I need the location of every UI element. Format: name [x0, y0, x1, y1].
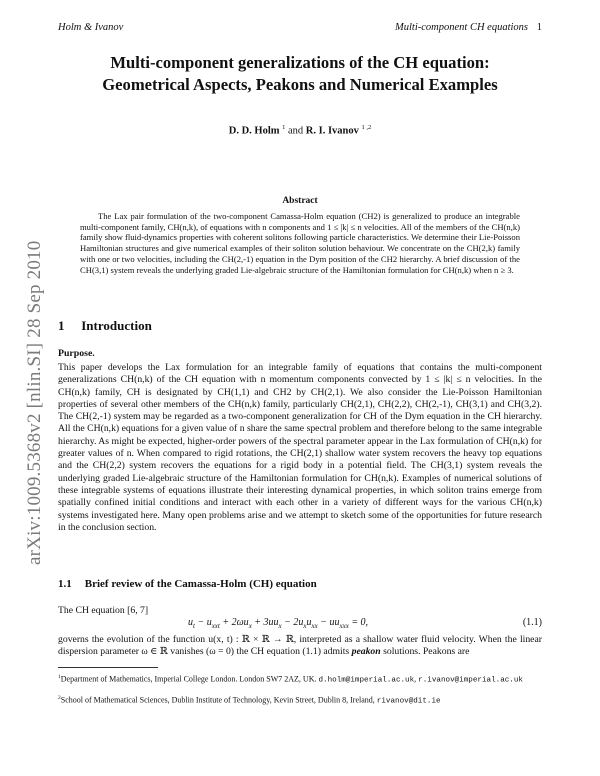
- ch-description-tail: solutions. Peakons are: [380, 646, 470, 658]
- footnote-2-mark: 2: [58, 695, 61, 701]
- section-title: Introduction: [81, 318, 152, 333]
- header-authors: Holm & Ivanov: [58, 22, 124, 33]
- author-list: [58, 124, 542, 137]
- purpose-label: Purpose.: [58, 348, 95, 359]
- subsection-number: 1.1: [58, 578, 72, 590]
- footnote-rule: [58, 667, 158, 668]
- subsection-title: Brief review of the Camassa-Holm (CH) equation: [84, 578, 317, 590]
- footnote-2: [58, 693, 542, 707]
- header-short-title: Multi-component CH equations: [395, 22, 528, 33]
- section-number: 1: [58, 318, 65, 333]
- peakon-term: peakon: [351, 646, 381, 658]
- author-1-affiliation: 1: [282, 124, 286, 131]
- page-number: 1: [536, 22, 542, 33]
- title-line-1: Multi-component generalizations of the CH equation:: [110, 53, 490, 72]
- subsection-heading: [58, 578, 317, 590]
- section-heading: [58, 318, 152, 334]
- paper-title: [58, 52, 542, 96]
- ch-equation-intro: The CH equation [6, 7]: [58, 605, 149, 616]
- email-holm[interactable]: d.holm@imperial.ac.uk: [318, 676, 415, 685]
- author-1: D. D. Holm: [228, 125, 280, 137]
- equation-number: (1.1): [522, 617, 542, 628]
- arxiv-side-stamp: arXiv:1009.5368v2 [nlin.SI] 28 Sep 2010: [24, 240, 45, 565]
- footnote-2-text: School of Mathematical Sciences, Dublin Institute of Technology, Kevin Street, Dublin 8, Ireland,: [60, 695, 377, 705]
- ch-description-text: governs the evolution of the function u(x, t) : ℝ × ℝ → ℝ, interpreted as a shallow water fluid velocity. When the linear dispersion parameter ω ∈ ℝ vanishes (ω = 0) the CH equation (1.1) admits: [58, 634, 542, 658]
- footnote-1-mark: 1: [58, 674, 61, 680]
- footnote-1-text: Department of Mathematics, Imperial College London. London SW7 2AZ, UK.: [60, 674, 319, 684]
- author-2-affiliation: 1 ,2: [361, 124, 372, 131]
- abstract-heading: Abstract: [282, 196, 318, 206]
- abstract-text: The Lax pair formulation of the two-component Camassa-Holm equation (CH2) is generalized to produce an integrable multi-component family, CH(n,k), of equations with n components and 1 ≤ |k| ≤ n velocities. All of the members of the CH(n,k) family show fluid-dynamics properties with coherent solitons following particle characteristics. We determine their Lie-Poisson Hamiltonian structures and give numerical examples of their soliton solution behaviour. We concentrate on the CH(2,k) family with one or two velocities, including the CH(2,-1) equation in the Dym position of the CH2 hierarchy. A brief discussion of the CH(3,1) system reveals the underlying graded Lie-algebraic structure of the Hamiltonian formulation for CH(n,k) when n ≥ 3.: [80, 211, 520, 275]
- author-2: R. I. Ivanov: [305, 125, 359, 137]
- ch-description-paragraph: [58, 634, 542, 659]
- email-ivanov-dit[interactable]: rivanov@dit.ie: [376, 697, 441, 706]
- footnote-1: [58, 672, 542, 686]
- ch-equation: $u_t - u_{xxt} + 2\omega u_x + 3uu_x - 2u_xu_{xx} - uu_{xxx} = 0$,: [188, 617, 369, 630]
- footnote-1-separator: ,: [414, 674, 419, 684]
- running-header: [58, 22, 542, 36]
- email-ivanov-imperial[interactable]: r.ivanov@imperial.ac.uk: [418, 676, 523, 685]
- author-conjunction: and: [287, 125, 304, 137]
- introduction-paragraph: This paper develops the Lax formulation for an integrable family of equations that contains the multi-component generalizations CH(n,k) of the CH equation with n momentum components convected by 1 ≤ |k| ≤ n velocities. In the CH(n,k) family, CH is designated by CH(1,1) and CH2 by CH(2,1). We also consider the Lie-Poisson Hamiltonian properties of several other members of the CH(n,k) family, particularly CH(2,1), CH(2,2), CH(2,-1), CH(3,1) and CH(3,2). The CH(2,-1) system may be regarded as a two-component generalization for CH of the Dym equation in the CH hierarchy. All the CH(n,k) equations for a given value of n share the same spectral problem and therefore belong to the same integrable hierarchy. As might be expected, higher-order powers of the spectral parameter appear in the Lax formulation of CH(n,k) for greater values of n. When compared to rigid rotations, the CH(2,1) shallow water system recovers the heavy top equations and the CH(2,2) system recovers the equations for a rigid body in a potential field. The CH(3,1) system reveals the underlying graded Lie-algebraic structure of the Hamiltonian formulation for CH(n,k). Examples of numerical solutions of these integrable systems of equations illustrate their interesting dynamical properties, in which soliton trains emerge from spatially confined initial conditions and interact with each other in a variety of different ways for the various CH(n,k) systems investigated here. Many open problems arise and we attempt to sketch some of the opportunities for future research in the conclusion section.: [58, 362, 542, 533]
- title-line-2: Geometrical Aspects, Peakons and Numerical Examples: [102, 75, 498, 94]
